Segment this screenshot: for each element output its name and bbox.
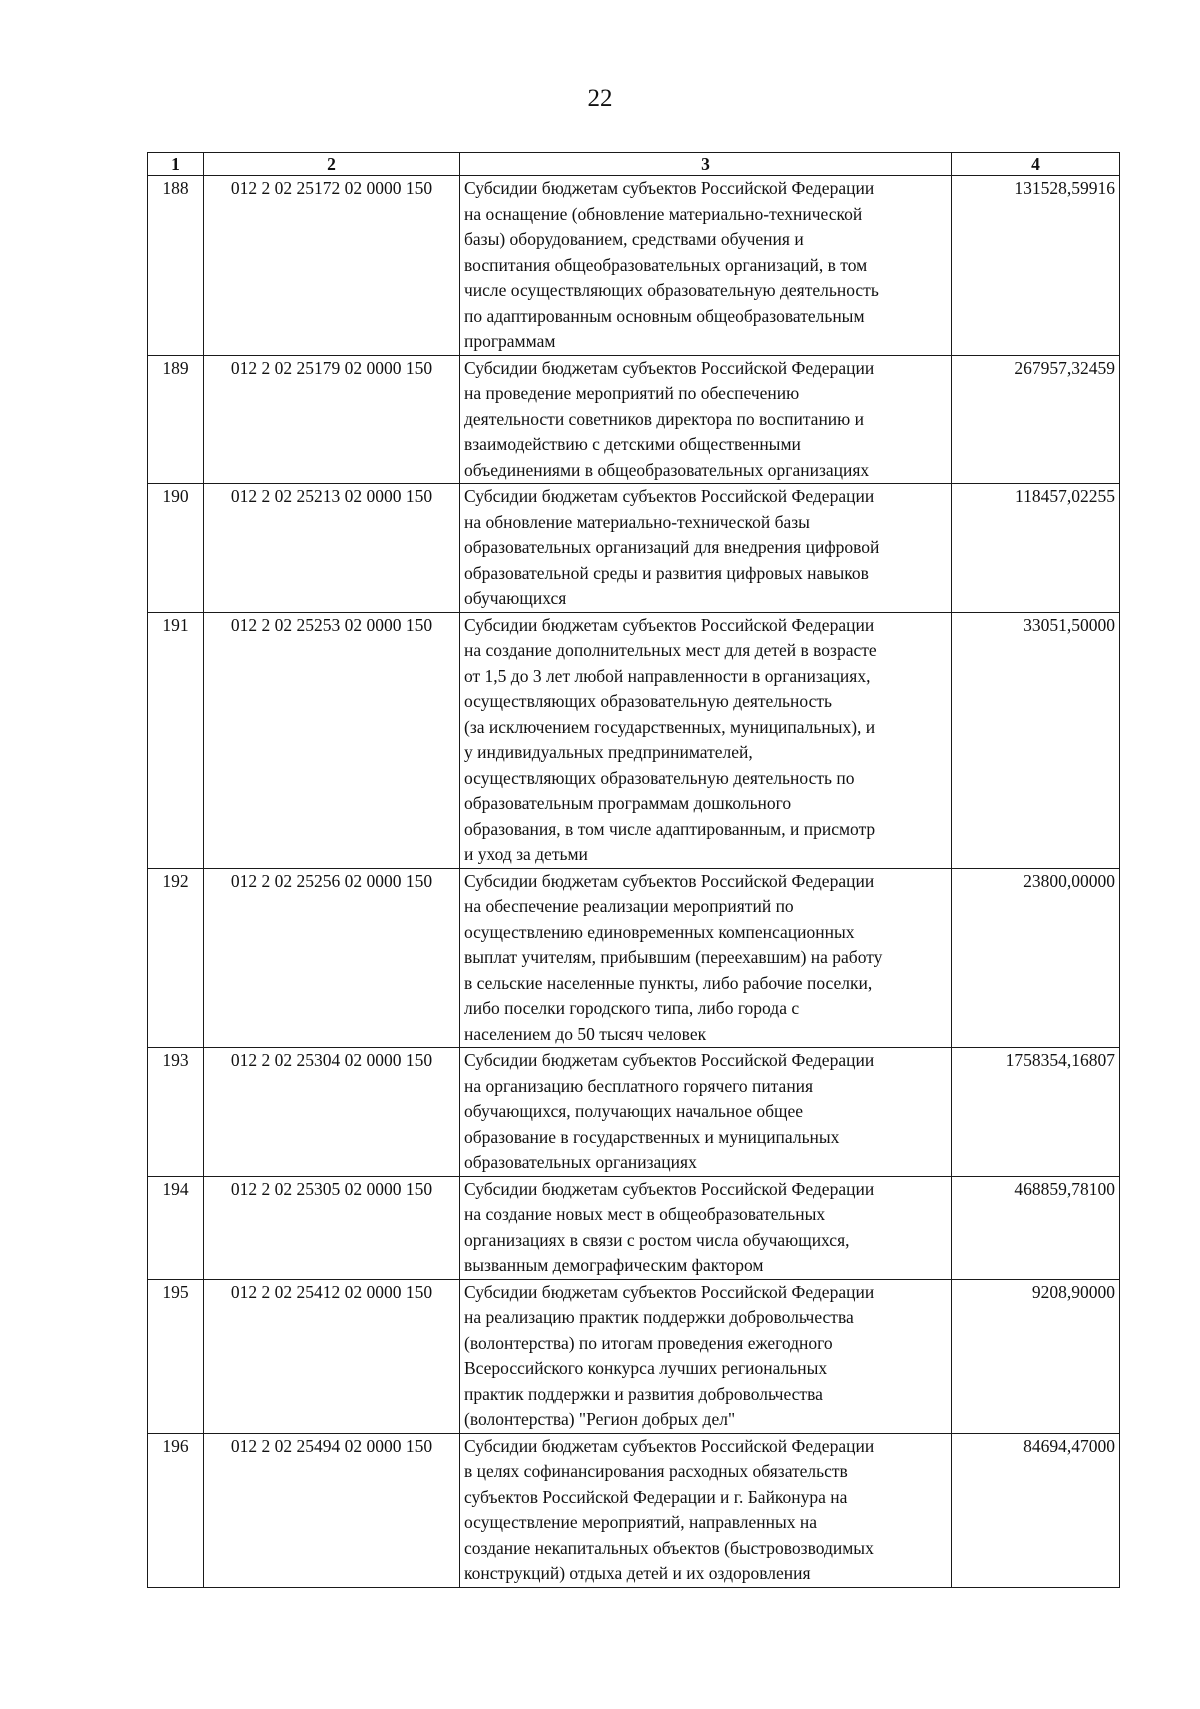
table-row <box>148 1433 1120 1587</box>
description-line: конструкций) отдыха детей и их оздоровления <box>464 1563 811 1583</box>
amount-value: 468859,78100 <box>952 1176 1120 1279</box>
description-line: образовательной среды и развития цифровых навыков <box>464 562 869 583</box>
header-col-code: 2 <box>204 153 460 176</box>
description-line: на организацию бесплатного горячего питания <box>464 1075 814 1096</box>
amount-value: 33051,50000 <box>952 612 1120 868</box>
description-line: образовательных организаций для внедрения цифровой <box>464 537 880 557</box>
description-line: Субсидии бюджетам субъектов Российской Федерации <box>464 486 875 506</box>
amount-value: 267957,32459 <box>952 355 1120 484</box>
row-number: 191 <box>148 612 204 868</box>
description-line: осуществлению единовременных компенсационных <box>464 921 855 942</box>
description-line: на оснащение (обновление материально-технической <box>464 203 863 224</box>
description-line: Субсидии бюджетам субъектов Российской Федерации <box>464 1435 875 1456</box>
description-line: по адаптированным основным общеобразовательным <box>464 305 865 326</box>
subsidy-description <box>460 868 952 1048</box>
description-line: создание некапитальных объектов (быстровозводимых <box>464 1537 874 1558</box>
row-number: 193 <box>148 1048 204 1177</box>
amount-value: 23800,00000 <box>952 868 1120 1048</box>
table-row <box>148 1048 1120 1177</box>
page-number: 22 <box>587 85 613 112</box>
subsidy-description <box>460 1048 952 1177</box>
description-line: у индивидуальных предпринимателей, <box>464 742 753 762</box>
table-row <box>148 1176 1120 1279</box>
description-line: (волонтерства) по итогам проведения ежегодного <box>464 1332 833 1353</box>
description-line: практик поддержки и развития добровольчества <box>464 1383 823 1404</box>
description-line: на обеспечение реализации мероприятий по <box>464 896 794 916</box>
budget-code: 012 2 02 25305 02 0000 150 <box>204 1176 460 1279</box>
description-line: Всероссийского конкурса лучших региональных <box>464 1358 828 1378</box>
header-col-amount: 4 <box>952 153 1120 176</box>
description-line: либо поселки городского типа, либо города с <box>464 998 800 1018</box>
description-line: образовательных организациях <box>464 1152 697 1172</box>
description-line: Субсидии бюджетам субъектов Российской Федерации <box>464 1178 875 1199</box>
subsidy-description <box>460 176 952 356</box>
table-row <box>148 484 1120 613</box>
description-line: на проведение мероприятий по обеспечению <box>464 383 800 403</box>
table-row <box>148 355 1120 484</box>
budget-code: 012 2 02 25172 02 0000 150 <box>204 176 460 356</box>
description-line: вызванным демографическим фактором <box>464 1255 764 1275</box>
description-line: на создание новых мест в общеобразовательных <box>464 1204 826 1224</box>
amount-value: 9208,90000 <box>952 1279 1120 1433</box>
row-number: 192 <box>148 868 204 1048</box>
budget-code: 012 2 02 25494 02 0000 150 <box>204 1433 460 1587</box>
description-line: на реализацию практик поддержки добровольчества <box>464 1307 854 1327</box>
budget-table <box>147 152 1120 1588</box>
description-line: в целях софинансирования расходных обязательств <box>464 1461 848 1481</box>
description-line: осуществление мероприятий, направленных на <box>464 1512 818 1532</box>
description-line: и уход за детьми <box>464 844 588 864</box>
description-line: Субсидии бюджетам субъектов Российской Федерации <box>464 614 875 635</box>
header-col-number: 1 <box>148 153 204 176</box>
description-line: в сельские населенные пункты, либо рабочие поселки, <box>464 972 873 993</box>
description-line: объединениями в общеобразовательных организациях <box>464 459 870 480</box>
description-line: населением до 50 тысяч человек <box>464 1023 707 1044</box>
budget-code: 012 2 02 25253 02 0000 150 <box>204 612 460 868</box>
table-body <box>148 176 1120 1588</box>
description-line: Субсидии бюджетам субъектов Российской Федерации <box>464 1281 875 1302</box>
row-number: 188 <box>148 176 204 356</box>
amount-value: 131528,59916 <box>952 176 1120 356</box>
budget-code: 012 2 02 25213 02 0000 150 <box>204 484 460 613</box>
description-line: от 1,5 до 3 лет любой направленности в организациях, <box>464 665 871 686</box>
row-number: 194 <box>148 1176 204 1279</box>
description-line: (за исключением государственных, муниципальных), и <box>464 716 876 737</box>
description-line: осуществляющих образовательную деятельность <box>464 691 832 711</box>
subsidy-description <box>460 355 952 484</box>
description-line: на создание дополнительных мест для детей в возрасте <box>464 640 877 660</box>
subsidy-description <box>460 484 952 613</box>
row-number: 195 <box>148 1279 204 1433</box>
description-line: образования, в том числе адаптированным, и присмотр <box>464 818 876 839</box>
table-row <box>148 176 1120 356</box>
description-line: деятельности советников директора по воспитанию и <box>464 408 864 429</box>
description-line: числе осуществляющих образовательную деятельность <box>464 280 879 300</box>
description-line: организациях в связи с ростом числа обучающихся, <box>464 1229 850 1250</box>
table-header <box>148 153 1120 176</box>
subsidy-description <box>460 612 952 868</box>
description-line: на обновление материально-технической базы <box>464 511 810 532</box>
description-line: образовательным программам дошкольного <box>464 793 792 813</box>
row-number: 189 <box>148 355 204 484</box>
description-line: Субсидии бюджетам субъектов Российской Федерации <box>464 178 875 198</box>
table-row <box>148 612 1120 868</box>
amount-value: 84694,47000 <box>952 1433 1120 1587</box>
description-line: осуществляющих образовательную деятельность по <box>464 767 855 788</box>
description-line: Субсидии бюджетам субъектов Российской Федерации <box>464 357 875 378</box>
table-row <box>148 868 1120 1048</box>
budget-code: 012 2 02 25412 02 0000 150 <box>204 1279 460 1433</box>
header-col-description: 3 <box>460 153 952 176</box>
budget-code: 012 2 02 25304 02 0000 150 <box>204 1048 460 1177</box>
description-line: базы) оборудованием, средствами обучения и <box>464 229 804 249</box>
header-row <box>148 153 1120 176</box>
description-line: Субсидии бюджетам субъектов Российской Федерации <box>464 1050 875 1070</box>
amount-value: 118457,02255 <box>952 484 1120 613</box>
description-line: обучающихся <box>464 588 567 608</box>
budget-code: 012 2 02 25179 02 0000 150 <box>204 355 460 484</box>
budget-code: 012 2 02 25256 02 0000 150 <box>204 868 460 1048</box>
row-number: 196 <box>148 1433 204 1587</box>
description-line: программам <box>464 331 556 351</box>
description-line: воспитания общеобразовательных организаций, в том <box>464 254 868 275</box>
subsidy-description <box>460 1433 952 1587</box>
description-line: образование в государственных и муниципальных <box>464 1126 840 1147</box>
amount-value: 1758354,16807 <box>952 1048 1120 1177</box>
description-line: обучающихся, получающих начальное общее <box>464 1101 804 1121</box>
subsidy-description <box>460 1279 952 1433</box>
description-line: (волонтерства) "Регион добрых дел" <box>464 1409 736 1429</box>
description-line: взаимодействию с детскими общественными <box>464 434 801 454</box>
description-line: Субсидии бюджетам субъектов Российской Федерации <box>464 870 875 891</box>
description-line: субъектов Российской Федерации и г. Байконура на <box>464 1486 848 1507</box>
table-row <box>148 1279 1120 1433</box>
row-number: 190 <box>148 484 204 613</box>
description-line: выплат учителям, прибывшим (переехавшим) на работу <box>464 947 883 967</box>
subsidy-description <box>460 1176 952 1279</box>
